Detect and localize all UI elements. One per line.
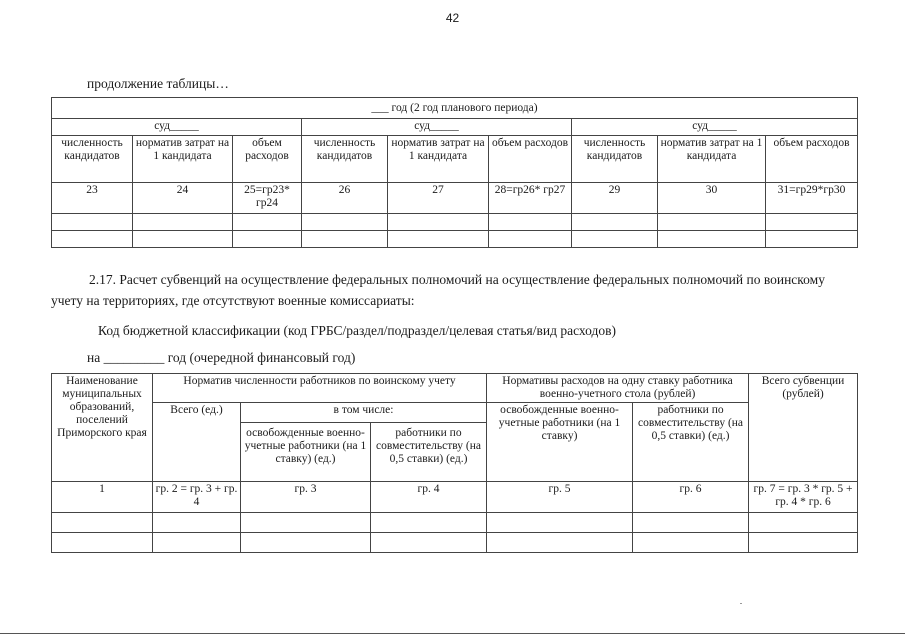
cost-norm-header: Нормативы расходов на одну ставку работника военно-учетного стола (рублей) xyxy=(487,374,749,403)
released-staff-header: освобожденные военно-учетные работники (на 1 ставку) (ед.) xyxy=(241,423,371,482)
total-header: Всего субвенции (рублей) xyxy=(749,374,858,482)
combined-cost-header: работники по совместительству (на 0,5 ставки) (ед.) xyxy=(633,403,749,482)
continuation-label: продолжение таблицы… xyxy=(87,76,229,91)
column-number: 25=гр23* гр24 xyxy=(233,183,302,214)
column-header: численность кандидатов xyxy=(52,136,133,183)
column-number: 29 xyxy=(572,183,658,214)
column-header: численность кандидатов xyxy=(572,136,658,183)
budget-code-line: Код бюджетной классификации (код ГРБС/раздел/подраздел/целевая статья/вид расходов) xyxy=(98,323,616,338)
staff-norm-header: Норматив численности работников по воинскому учету xyxy=(153,374,487,403)
continuation-table xyxy=(51,97,858,248)
column-number: 27 xyxy=(388,183,489,214)
column-header: численность кандидатов xyxy=(302,136,388,183)
scan-speck xyxy=(740,603,742,604)
section-paragraph: 2.17. Расчет субвенций на осуществление федеральных полномочий на осуществление федеральных полномочий по воинскому учету на территориях, где отсутствуют военные комиссариаты: xyxy=(51,272,825,308)
table-row xyxy=(52,214,858,231)
column-header: объем расходов xyxy=(766,136,858,183)
released-cost-header: освобожденные военно-учетные работники (на 1 ставку) xyxy=(487,403,633,482)
column-number: гр. 5 xyxy=(487,482,633,513)
column-number: 1 xyxy=(52,482,153,513)
year-line: на _________ год (очередной финансовый год) xyxy=(87,350,356,365)
page-number: 42 xyxy=(445,11,460,25)
column-number: 30 xyxy=(658,183,766,214)
column-number: гр. 2 = гр. 3 + гр. 4 xyxy=(153,482,241,513)
group-header: суд_____ xyxy=(572,119,858,136)
group-header: суд_____ xyxy=(302,119,572,136)
column-header: норматив затрат на 1 кандидата xyxy=(658,136,766,183)
column-number: гр. 7 = гр. 3 * гр. 5 + гр. 4 * гр. 6 xyxy=(749,482,858,513)
table-row xyxy=(52,533,858,553)
name-header: Наименование муниципальных образований, поселений Приморского края xyxy=(52,374,153,482)
combined-staff-header: работники по совместительству (на 0,5 ставки) (ед.) xyxy=(371,423,487,482)
column-header: норматив затрат на 1 кандидата xyxy=(388,136,489,183)
staff-total-header: Всего (ед.) xyxy=(153,403,241,482)
table-row xyxy=(52,231,858,248)
column-number: гр. 3 xyxy=(241,482,371,513)
column-header: объем расходов xyxy=(489,136,572,183)
table-row xyxy=(52,513,858,533)
column-number: 24 xyxy=(133,183,233,214)
page-bottom-rule xyxy=(0,633,905,634)
subsidy-table xyxy=(51,373,858,553)
column-number: гр. 6 xyxy=(633,482,749,513)
column-number: гр. 4 xyxy=(371,482,487,513)
column-number: 28=гр26* гр27 xyxy=(489,183,572,214)
year-header: ___ год (2 год планового периода) xyxy=(52,98,858,119)
column-number: 23 xyxy=(52,183,133,214)
column-header: объем расходов xyxy=(233,136,302,183)
including-header: в том числе: xyxy=(241,403,487,423)
column-header: норматив затрат на 1 кандидата xyxy=(133,136,233,183)
column-number: 31=гр29*гр30 xyxy=(766,183,858,214)
group-header: суд_____ xyxy=(52,119,302,136)
column-number: 26 xyxy=(302,183,388,214)
